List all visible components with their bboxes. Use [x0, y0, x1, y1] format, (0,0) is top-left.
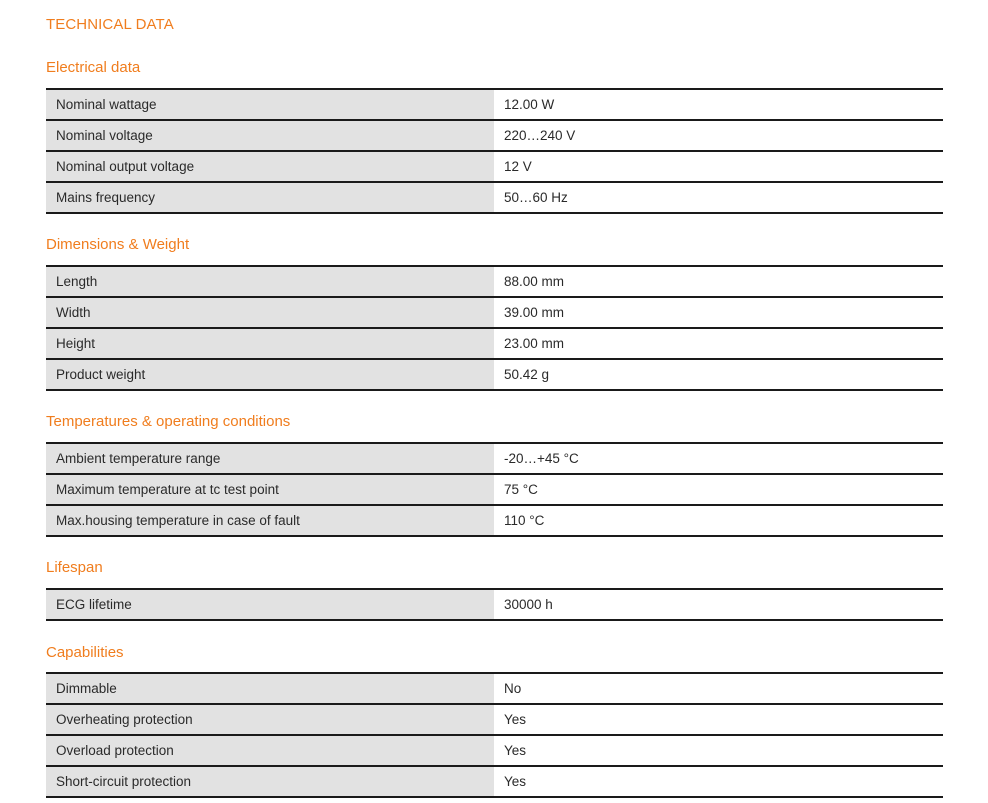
section-title-temperatures: Temperatures & operating conditions: [46, 413, 291, 430]
spec-label: Nominal output voltage: [46, 152, 494, 181]
spec-table-temperatures: [46, 442, 943, 537]
table-row: [46, 152, 943, 183]
spec-label: Length: [46, 267, 494, 296]
table-row: [46, 298, 943, 329]
table-row: [46, 506, 943, 537]
spec-value: 50.42 g: [494, 360, 943, 389]
spec-label: Dimmable: [46, 674, 494, 703]
spec-value: 50…60 Hz: [494, 183, 943, 212]
spec-label: Overheating protection: [46, 705, 494, 734]
spec-value: 12 V: [494, 152, 943, 181]
table-row: [46, 674, 943, 705]
spec-label: Max.housing temperature in case of fault: [46, 506, 494, 535]
section-title-lifespan: Lifespan: [46, 559, 103, 576]
table-row: [46, 590, 943, 621]
spec-value: 75 °C: [494, 475, 943, 504]
spec-table-electrical: [46, 88, 943, 214]
section-title-capabilities: Capabilities: [46, 644, 124, 661]
table-row: [46, 121, 943, 152]
spec-value: Yes: [494, 705, 943, 734]
spec-label: Width: [46, 298, 494, 327]
spec-value: -20…+45 °C: [494, 444, 943, 473]
table-row: [46, 360, 943, 391]
spec-table-dimensions: [46, 265, 943, 391]
spec-label: Height: [46, 329, 494, 358]
section-title-electrical: Electrical data: [46, 59, 141, 76]
table-row: [46, 267, 943, 298]
spec-label: Product weight: [46, 360, 494, 389]
table-row: [46, 705, 943, 736]
page-title: TECHNICAL DATA: [46, 16, 174, 33]
spec-value: No: [494, 674, 943, 703]
table-row: [46, 767, 943, 798]
table-row: [46, 736, 943, 767]
spec-label: Maximum temperature at tc test point: [46, 475, 494, 504]
spec-label: ECG lifetime: [46, 590, 494, 619]
table-row: [46, 475, 943, 506]
table-row: [46, 329, 943, 360]
spec-value: 220…240 V: [494, 121, 943, 150]
spec-value: 12.00 W: [494, 90, 943, 119]
spec-label: Nominal voltage: [46, 121, 494, 150]
table-row: [46, 90, 943, 121]
spec-label: Nominal wattage: [46, 90, 494, 119]
table-row: [46, 444, 943, 475]
table-row: [46, 183, 943, 214]
spec-value: 30000 h: [494, 590, 943, 619]
spec-value: 110 °C: [494, 506, 943, 535]
spec-table-lifespan: [46, 588, 943, 621]
spec-label: Short-circuit protection: [46, 767, 494, 796]
spec-value: 39.00 mm: [494, 298, 943, 327]
spec-label: Overload protection: [46, 736, 494, 765]
spec-label: Ambient temperature range: [46, 444, 494, 473]
spec-table-capabilities: [46, 672, 943, 798]
section-title-dimensions: Dimensions & Weight: [46, 236, 190, 253]
spec-value: Yes: [494, 767, 943, 796]
spec-value: 23.00 mm: [494, 329, 943, 358]
spec-value: 88.00 mm: [494, 267, 943, 296]
spec-value: Yes: [494, 736, 943, 765]
spec-label: Mains frequency: [46, 183, 494, 212]
